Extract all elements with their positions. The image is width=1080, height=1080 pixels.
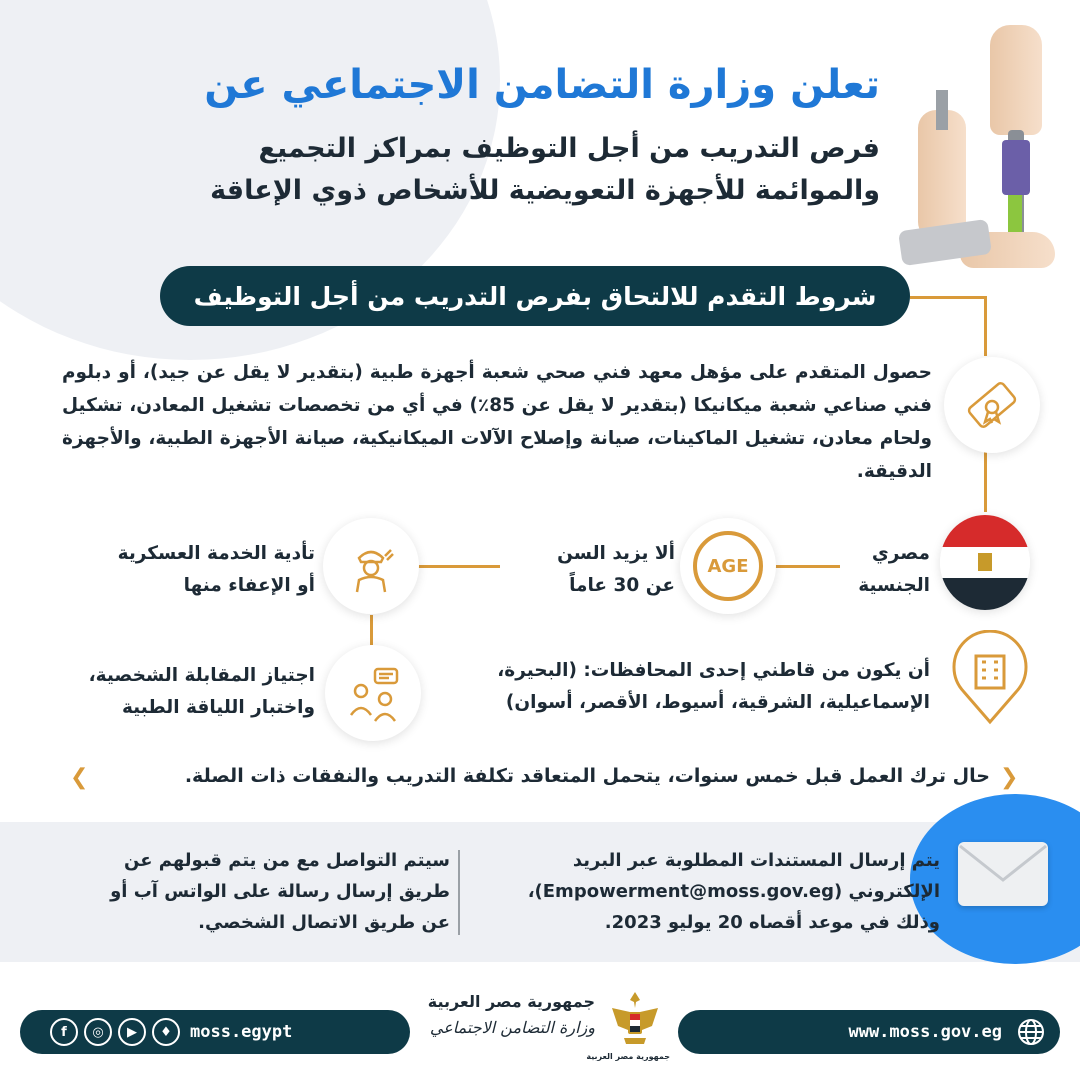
social-handle[interactable]: moss.egypt [190, 1022, 293, 1042]
ministry-name-line-2: وزارة التضامن الاجتماعي [429, 1018, 595, 1037]
military-line-2: أو الإعفاء منها [183, 575, 315, 596]
age-icon-text: AGE [693, 531, 763, 601]
interview-line-2: واختبار اللياقة الطبية [121, 697, 315, 718]
nationality-line-1: مصري [871, 543, 930, 564]
eagle-emblem-icon [610, 990, 660, 1052]
military-line-1: تأدية الخدمة العسكرية [117, 543, 315, 564]
qualification-condition: حصول المتقدم على مؤهل معهد فني صحي شعبة أجهزة طبية (بتقدير لا يقل عن جيد)، أو دبلوم فني صناعي شعبة ميكانيكا (بتقدير لا يقل عن 85٪) في أي من تخصصات تشغيل المعادن، تشكيل ولحام معادن، تشغيل الماكينات، صيانة وإصلاح الآلات الميكانيكية، صيانة الأجهزة الطبية، والأجهزة الدقيقة. [62, 362, 933, 482]
subtitle-line-1: فرص التدريب من أجل التوظيف بمراكز التجميع [258, 133, 880, 164]
ministry-name-line-1: جمهورية مصر العربية [427, 992, 595, 1011]
contact-line-3: عن طريق الاتصال الشخصي. [198, 912, 450, 933]
instagram-icon[interactable]: ◎ [84, 1018, 112, 1046]
age-condition [505, 538, 675, 602]
ministry-logo [405, 990, 685, 1070]
certificate-icon [944, 357, 1040, 453]
refund-note: حال ترك العمل قبل خمس سنوات، يتحمل المتعاقد تكلفة التدريب والنفقات ذات الصلة. [184, 765, 990, 787]
website-bar[interactable] [678, 1010, 1060, 1054]
soldier-icon [323, 518, 419, 614]
chevron-right-icon: ❯ [1000, 765, 1019, 790]
social-bar[interactable] [20, 1010, 410, 1054]
divider [458, 850, 460, 935]
twitter-icon[interactable]: ♦ [152, 1018, 180, 1046]
age-line-1: ألا يزيد السن [557, 543, 675, 564]
youtube-icon[interactable]: ▶ [118, 1018, 146, 1046]
website-link[interactable]: www.moss.gov.eg [848, 1022, 1002, 1042]
nationality-line-2: الجنسية [858, 575, 930, 596]
submission-info [470, 845, 940, 938]
page-title: تعلن وزارة التضامن الاجتماعي عن [204, 62, 880, 108]
submission-line-2: الإلكتروني (Empowerment@moss.gov.eg)، [527, 881, 940, 902]
globe-icon[interactable] [1016, 1017, 1046, 1047]
residence-condition [450, 655, 930, 719]
interview-condition [50, 660, 315, 724]
facebook-icon[interactable]: f [50, 1018, 78, 1046]
contact-line-2: طريق إرسال رسالة على الواتس آب أو [110, 881, 450, 902]
connector-line [984, 452, 987, 512]
contact-info [40, 845, 450, 938]
residence-line-2: الإسماعيلية، الشرقية، أسيوط، الأقصر، أسوان) [505, 692, 930, 713]
envelope-icon [958, 842, 1048, 906]
submission-line-3: وذلك في موعد أقصاه 20 يوليو 2023. [604, 912, 940, 933]
interview-line-1: اجتياز المقابلة الشخصية، [88, 665, 315, 686]
egypt-flag-icon [940, 515, 1030, 610]
residence-line-1: أن يكون من قاطني إحدى المحافظات: (البحيرة، [497, 660, 930, 681]
nationality-condition [820, 538, 930, 602]
section-heading: شروط التقدم للالتحاق بفرص التدريب من أجل التوظيف [160, 266, 910, 326]
submission-line-1: يتم إرسال المستندات المطلوبة عبر البريد [572, 850, 940, 871]
connector-line [405, 565, 500, 568]
subtitle-line-2: والموائمة للأجهزة التعويضية للأشخاص ذوي الإعاقة [210, 175, 880, 206]
emblem-caption: جمهورية مصر العربية [586, 1052, 670, 1061]
location-building-icon [944, 630, 1036, 725]
contact-line-1: سيتم التواصل مع من يتم قبولهم عن [124, 850, 450, 871]
connector-line [370, 615, 373, 645]
connector-line [910, 296, 986, 299]
interview-icon [325, 645, 421, 741]
military-condition [60, 538, 315, 602]
age-line-2: عن 30 عاماً [569, 575, 675, 596]
chevron-left-icon: ❮ [70, 765, 89, 790]
connector-line [984, 296, 987, 356]
age-icon [680, 518, 776, 614]
page-subtitle [160, 128, 880, 212]
